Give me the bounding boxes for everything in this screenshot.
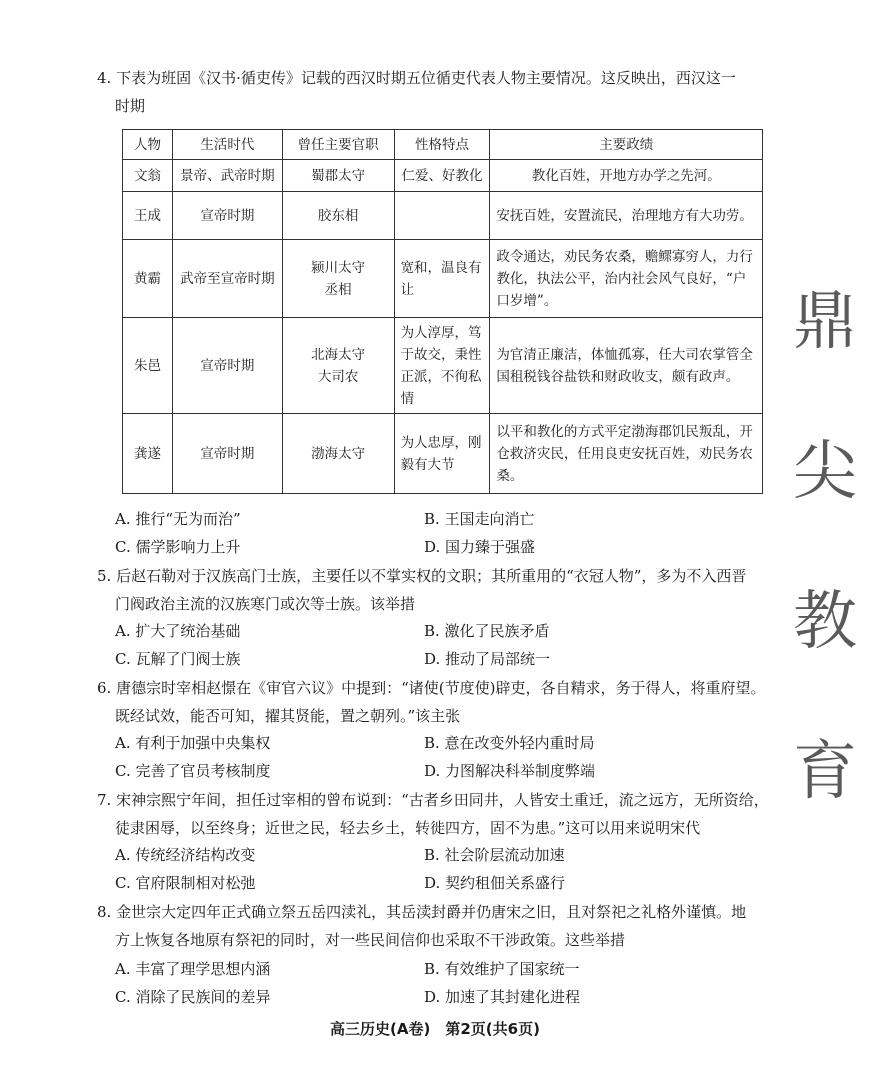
q8-option-c[interactable]: C. 消除了民族间的差异 xyxy=(115,988,271,1006)
q4-stem-line2: 时期 xyxy=(115,97,146,115)
cell-traits: 为人淳厚，笃于故交，秉性正派，不徇私情 xyxy=(394,318,490,414)
cell-office: 胶东相 xyxy=(282,192,394,240)
table-row xyxy=(123,192,763,240)
cell-deeds: 政令通达，劝民务农桑，赡鳏寡穷人，力行教化，执法公平，治内社会风气良好，“户口岁增”。 xyxy=(490,240,763,318)
q5-stem xyxy=(97,562,787,618)
q6-option-a[interactable]: A. 有利于加强中央集权 xyxy=(115,734,271,752)
q5-stem-line1: 5. 后赵石勒对于汉族高门士族，主要任以不掌实权的文职；其所重用的“衣冠人物”，多为不入西晋 xyxy=(97,567,747,585)
watermark-char: 教 xyxy=(793,585,857,659)
table-row xyxy=(123,414,763,494)
q4-option-b[interactable]: B. 王国走向消亡 xyxy=(424,510,535,528)
q4-stem xyxy=(97,64,787,120)
table-header-row xyxy=(123,130,763,160)
q7-stem-line2: 徒隶困辱，以至终身；近世之民，轻去乡土，转徙四方，固不为患。”这可以用来说明宋代 xyxy=(115,819,701,837)
cell-era: 景帝、武帝时期 xyxy=(172,160,282,192)
cell-era: 宣帝时期 xyxy=(172,192,282,240)
q8-option-d[interactable]: D. 加速了其封建化进程 xyxy=(424,988,581,1006)
q4-table xyxy=(122,129,763,494)
table-row xyxy=(123,240,763,318)
q4-stem-line1: 4. 下表为班固《汉书·循吏传》记载的西汉时期五位循吏代表人物主要情况。这反映出，西汉这一 xyxy=(97,69,736,87)
cell-traits: 宽和，温良有让 xyxy=(394,240,490,318)
cell-name: 朱邑 xyxy=(123,318,173,414)
q4-option-d[interactable]: D. 国力臻于强盛 xyxy=(424,538,536,556)
watermark-char: 尖 xyxy=(793,435,857,509)
cell-deeds: 教化百姓，开地方办学之先河。 xyxy=(490,160,763,192)
cell-office: 颍川太守 丞相 xyxy=(282,240,394,318)
cell-name: 黄霸 xyxy=(123,240,173,318)
header-cell: 主要政绩 xyxy=(490,130,763,160)
q5-stem-line2: 门阀政治主流的汉族寒门或次等士族。该举措 xyxy=(115,595,416,613)
q6-option-d[interactable]: D. 力图解决科举制度弊端 xyxy=(424,762,596,780)
cell-era: 武帝至宣帝时期 xyxy=(172,240,282,318)
cell-traits xyxy=(394,192,490,240)
cell-name: 王成 xyxy=(123,192,173,240)
cell-office: 北海太守 大司农 xyxy=(282,318,394,414)
q7-option-c[interactable]: C. 官府限制相对松弛 xyxy=(115,874,256,892)
watermark-char: 鼎 xyxy=(793,285,857,359)
header-cell: 生活时代 xyxy=(172,130,282,160)
q7-stem-line1: 7. 宋神宗熙宁年间，担任过宰相的曾布说到：“古者乡田同井，人皆安土重迁，流之远方，无所资给， xyxy=(97,791,769,809)
q7-stem xyxy=(97,786,787,842)
page-footer: 高三历史(A卷) 第2页(共6页) xyxy=(330,1020,540,1038)
cell-name: 文翁 xyxy=(123,160,173,192)
table-row xyxy=(123,318,763,414)
q8-option-b[interactable]: B. 有效维护了国家统一 xyxy=(424,960,580,978)
cell-office: 渤海太守 xyxy=(282,414,394,494)
header-cell: 人物 xyxy=(123,130,173,160)
q8-stem xyxy=(97,898,787,954)
cell-deeds: 为官清正廉洁，体恤孤寡，任大司农掌管全国租税钱谷盐铁和财政收支，颇有政声。 xyxy=(490,318,763,414)
q6-stem xyxy=(97,674,787,730)
cell-name: 龚遂 xyxy=(123,414,173,494)
q8-option-a[interactable]: A. 丰富了理学思想内涵 xyxy=(115,960,271,978)
cell-deeds: 安抚百姓，安置流民，治理地方有大功劳。 xyxy=(490,192,763,240)
q6-stem-line1: 6. 唐德宗时宰相赵憬在《审官六议》中提到：“诸使(节度使)辟吏，各自精求，务于得人，将重府望。 xyxy=(97,679,766,697)
q8-stem-line1: 8. 金世宗大定四年正式确立祭五岳四渎礼，其岳渎封爵并仍唐宋之旧，且对祭祀之礼格外谨慎。地 xyxy=(97,903,747,921)
cell-traits: 为人忠厚，刚毅有大节 xyxy=(394,414,490,494)
watermark-char: 育 xyxy=(793,735,857,809)
q5-option-d[interactable]: D. 推动了局部统一 xyxy=(424,650,551,668)
q7-option-a[interactable]: A. 传统经济结构改变 xyxy=(115,846,256,864)
cell-deeds: 以平和教化的方式平定渤海郡饥民叛乱，开仓救济灾民，任用良吏安抚百姓，劝民务农桑。 xyxy=(490,414,763,494)
q5-option-a[interactable]: A. 扩大了统治基础 xyxy=(115,622,241,640)
q4-option-c[interactable]: C. 儒学影响力上升 xyxy=(115,538,241,556)
q4-option-a[interactable]: A. 推行“无为而治” xyxy=(115,510,241,528)
header-cell: 性格特点 xyxy=(394,130,490,160)
q5-option-b[interactable]: B. 激化了民族矛盾 xyxy=(424,622,550,640)
q5-option-c[interactable]: C. 瓦解了门阀士族 xyxy=(115,650,241,668)
q7-option-d[interactable]: D. 契约租佃关系盛行 xyxy=(424,874,566,892)
cell-office: 蜀郡太守 xyxy=(282,160,394,192)
q6-option-c[interactable]: C. 完善了官员考核制度 xyxy=(115,762,271,780)
q8-stem-line2: 方上恢复各地原有祭祀的同时，对一些民间信仰也采取不干涉政策。这些举措 xyxy=(115,931,626,949)
q7-option-b[interactable]: B. 社会阶层流动加速 xyxy=(424,846,565,864)
q6-stem-line2: 既经试效，能否可知，擢其贤能，置之朝列。”该主张 xyxy=(115,707,461,725)
q6-option-b[interactable]: B. 意在改变外轻内重时局 xyxy=(424,734,595,752)
cell-era: 宣帝时期 xyxy=(172,414,282,494)
header-cell: 曾任主要官职 xyxy=(282,130,394,160)
cell-traits: 仁爱、好教化 xyxy=(394,160,490,192)
cell-era: 宣帝时期 xyxy=(172,318,282,414)
table-row xyxy=(123,160,763,192)
